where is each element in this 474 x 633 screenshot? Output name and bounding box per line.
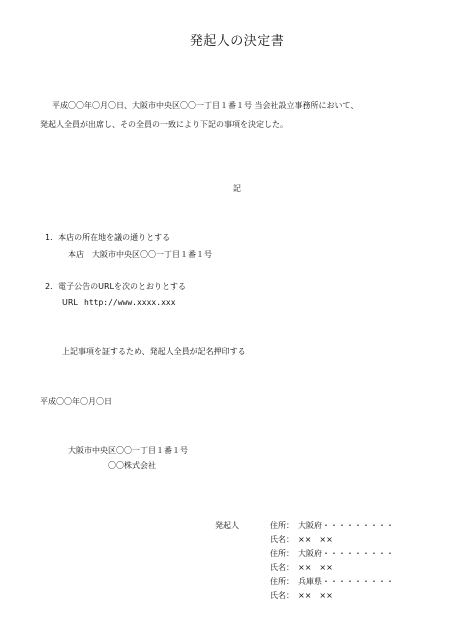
promoter-2-name	[270, 564, 333, 572]
name-value: ×× ××	[298, 535, 333, 544]
name-label: 氏名：	[270, 563, 294, 572]
promoter-3-name	[270, 592, 333, 600]
name-label: 氏名：	[270, 591, 294, 600]
document-title: 発起人の決定書	[189, 34, 285, 49]
name-value: ×× ××	[298, 591, 333, 600]
promoter-3-address	[270, 578, 394, 586]
ki-heading: 記	[233, 184, 241, 193]
company-name: 〇〇株式会社	[108, 461, 156, 470]
intro-line-2: 発起人全員が出席し、その全員の一致により下記の事項を決定した。	[40, 120, 288, 129]
document-date: 平成〇〇年〇月〇日	[40, 397, 112, 406]
promoter-2-address	[270, 550, 394, 558]
intro-line-1: 平成〇〇年〇月〇日、大阪市中央区〇〇一丁目１番１号 当会社設立事務所において、	[52, 101, 359, 110]
item-1-detail: 本店 大阪市中央区〇〇一丁目１番１号	[68, 250, 212, 259]
address-value: 大阪府・・・・・・・・・	[298, 549, 394, 558]
item-2-heading: 2．電子公告のURLを次のとおりとする	[45, 282, 186, 291]
attestation-text: 上記事項を証するため、発起人全員が記名押印する	[62, 347, 246, 356]
promoter-1-address	[270, 522, 394, 530]
item-1-heading: 1．本店の所在地を議の通りとする	[45, 233, 171, 242]
address-value: 兵庫県・・・・・・・・・	[298, 577, 394, 586]
url-label: URL	[62, 298, 78, 307]
promoter-1-name	[270, 536, 333, 544]
url-value: http://www.xxxx.xxx	[84, 298, 176, 307]
address-value: 大阪府・・・・・・・・・	[298, 521, 394, 530]
address-label: 住所：	[270, 521, 294, 530]
name-label: 氏名：	[270, 535, 294, 544]
address-label: 住所：	[270, 549, 294, 558]
name-value: ×× ××	[298, 563, 333, 572]
address-label: 住所：	[270, 577, 294, 586]
company-address: 大阪市中央区〇〇一丁目１番１号	[68, 446, 188, 455]
promoters-label: 発起人	[215, 521, 239, 530]
